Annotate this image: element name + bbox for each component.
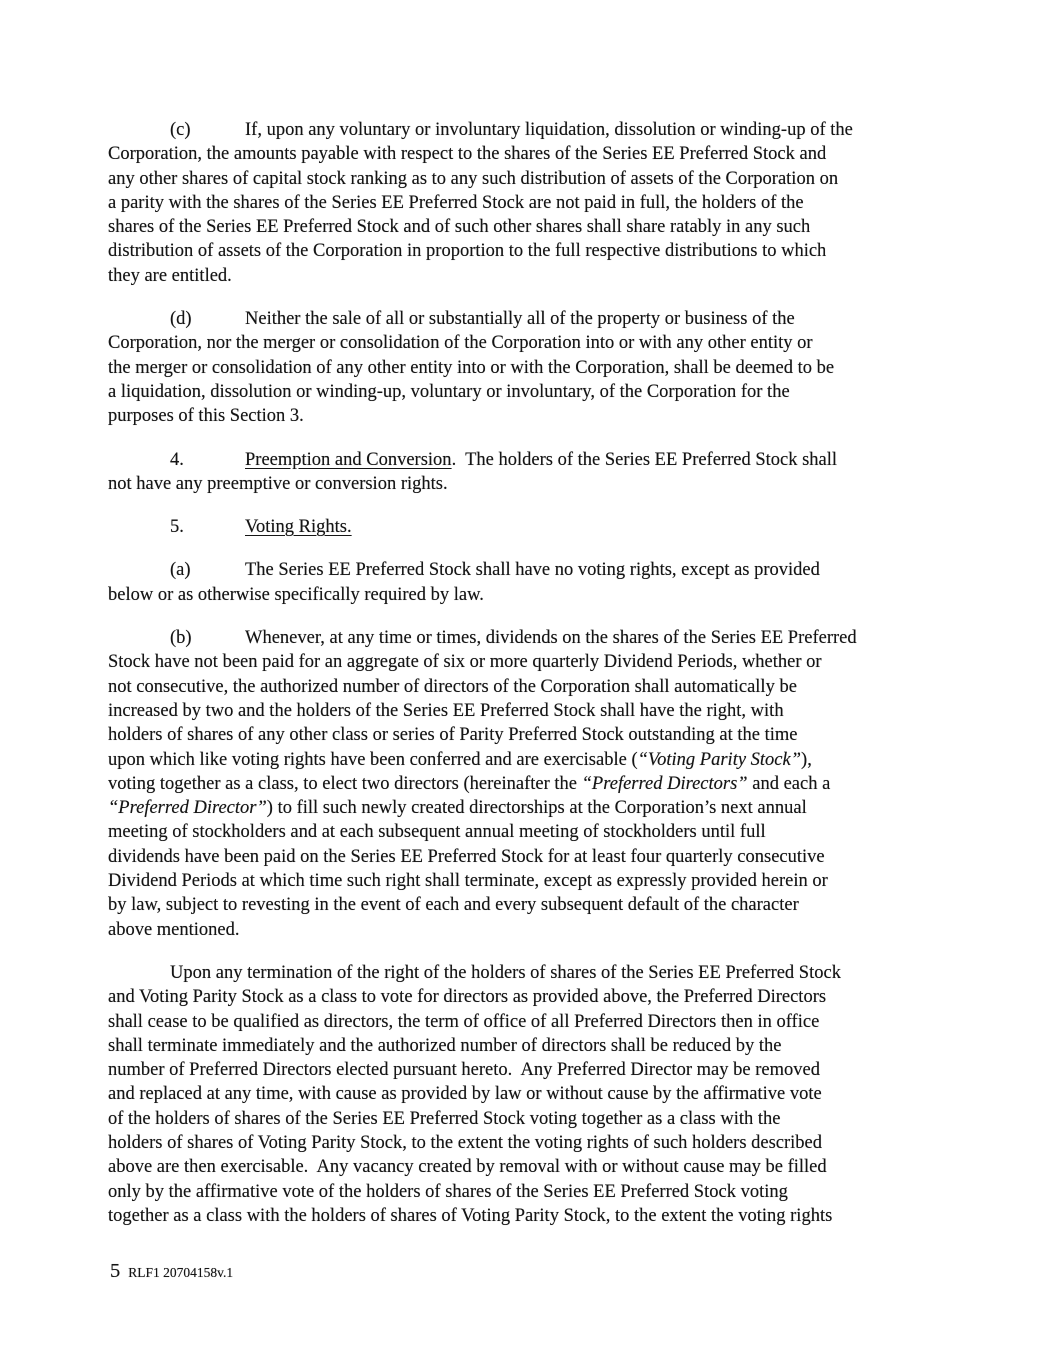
document-body	[108, 118, 958, 1247]
text-line	[108, 142, 958, 166]
text-segment: only by the affirmative vote of the holders of shares of the Series EE Preferred Stock voting	[108, 1181, 788, 1202]
text-segment: Whenever, at any time or times, dividends on the shares of the Series EE Preferred	[245, 628, 857, 649]
text-segment: meeting of stockholders and at each subsequent annual meeting of stockholders until full	[108, 822, 766, 843]
text-segment: shares of the Series EE Preferred Stock and of such other shares shall share ratably in any such	[108, 217, 811, 238]
text-segment: Voting Rights.	[245, 517, 352, 538]
text-segment: “Voting Parity Stock”	[637, 749, 802, 770]
text-segment: If, upon any voluntary or involuntary liquidation, dissolution or winding-up of the	[245, 120, 853, 140]
paragraph-label: (c)	[170, 120, 191, 140]
text-line	[108, 239, 958, 263]
paragraph-termination	[108, 961, 958, 1228]
text-line	[108, 167, 958, 191]
text-segment: increased by two and the holders of the Series EE Preferred Stock shall have the right, with	[108, 700, 784, 721]
text-segment: holders of shares of Voting Parity Stock, to the extent the voting rights of such holders described	[108, 1132, 823, 1153]
text-line	[108, 796, 958, 820]
text-line	[108, 448, 958, 472]
text-segment: voting together as a class, to elect two directors (hereinafter the	[108, 773, 582, 794]
text-segment: and each a	[747, 773, 831, 794]
text-line	[108, 558, 958, 582]
text-segment: a parity with the shares of the Series EE Preferred Stock are not paid in full, the holders of the	[108, 192, 804, 213]
text-line	[108, 869, 958, 893]
text-line	[108, 772, 958, 796]
text-segment: not have any preemptive or conversion rights.	[108, 473, 448, 494]
text-segment: by law, subject to revesting in the event of each and every subsequent default of the character	[108, 895, 799, 916]
footer	[110, 1260, 233, 1283]
text-segment: The Series EE Preferred Stock shall have no voting rights, except as provided	[245, 560, 820, 581]
section-5-voting-rights	[108, 515, 958, 539]
text-line	[108, 1010, 958, 1034]
text-line	[108, 515, 958, 539]
text-line	[108, 650, 958, 674]
text-segment: “Preferred Director”	[108, 798, 267, 819]
text-segment: upon which like voting rights have been conferred and are exercisable (	[108, 749, 638, 770]
text-line	[108, 1155, 958, 1179]
text-segment: holders of shares of any other class or series of Parity Preferred Stock outstanding at the time	[108, 725, 798, 746]
text-segment: shall terminate immediately and the authorized number of directors shall be reduced by the	[108, 1035, 782, 1056]
text-line	[108, 191, 958, 215]
text-line	[108, 331, 958, 355]
text-segment: and replaced at any time, with cause as provided by law or without cause by the affirmative vote	[108, 1084, 822, 1105]
text-segment: Corporation, the amounts payable with respect to the shares of the Series EE Preferred Stock and	[108, 144, 827, 165]
text-line	[108, 985, 958, 1009]
paragraph-label: 5.	[170, 517, 184, 538]
text-segment: shall cease to be qualified as directors, the term of office of all Preferred Directors then in office	[108, 1011, 820, 1032]
text-segment: together as a class with the holders of shares of Voting Parity Stock, to the extent the voting rights	[108, 1205, 833, 1226]
text-segment: of the holders of shares of the Series EE Preferred Stock voting together as a class with the	[108, 1108, 781, 1129]
text-segment: and Voting Parity Stock as a class to vote for directors as provided above, the Preferred Directors	[108, 987, 827, 1008]
text-line	[108, 215, 958, 239]
text-segment: not consecutive, the authorized number of directors of the Corporation shall automatically be	[108, 676, 797, 697]
text-line	[108, 918, 958, 942]
text-line	[108, 845, 958, 869]
text-line	[108, 356, 958, 380]
text-line	[108, 1082, 958, 1106]
text-line	[108, 1058, 958, 1082]
paragraph-a	[108, 558, 958, 607]
text-line	[108, 307, 958, 331]
text-segment: . The holders of the Series EE Preferred Stock shall	[451, 449, 838, 470]
text-segment: Stock have not been paid for an aggregate of six or more quarterly Dividend Periods, whether or	[108, 652, 822, 673]
text-line	[108, 699, 958, 723]
doc-id: RLF1 20704158v.1	[128, 1265, 234, 1280]
text-segment: a liquidation, dissolution or winding-up, voluntary or involuntary, of the Corporation for the	[108, 381, 790, 402]
text-segment: dividends have been paid on the Series EE Preferred Stock for at least four quarterly consecutive	[108, 846, 825, 867]
text-line	[108, 583, 958, 607]
text-line	[108, 1034, 958, 1058]
text-line	[108, 1204, 958, 1228]
paragraph-label: (b)	[170, 628, 192, 649]
paragraph-c	[108, 118, 958, 288]
paragraph-label: (a)	[170, 560, 191, 581]
text-line	[108, 1180, 958, 1204]
text-line	[108, 1107, 958, 1131]
paragraph-label: 4.	[170, 449, 184, 470]
text-line	[108, 380, 958, 404]
text-line	[108, 472, 958, 496]
text-line	[108, 1131, 958, 1155]
text-segment: Corporation, nor the merger or consolidation of the Corporation into or with any other entity or	[108, 333, 813, 354]
text-segment: ),	[801, 749, 812, 770]
text-line	[108, 404, 958, 428]
text-segment: any other shares of capital stock ranking as to any such distribution of assets of the Corporation on	[108, 168, 839, 189]
page-number: 5	[110, 1260, 121, 1282]
text-segment: distribution of assets of the Corporation in proportion to the full respective distributions to which	[108, 241, 827, 262]
text-line	[108, 748, 958, 772]
text-segment: “Preferred Directors”	[581, 773, 748, 794]
paragraph-label: (d)	[170, 309, 192, 330]
text-segment: Neither the sale of all or substantially all of the property or business of the	[245, 309, 795, 330]
paragraph-d	[108, 307, 958, 428]
text-segment: purposes of this Section 3.	[108, 406, 304, 427]
text-line	[108, 118, 958, 142]
text-line	[108, 820, 958, 844]
text-line	[108, 961, 958, 985]
text-line	[108, 626, 958, 650]
section-4-preemption-and-conversion	[108, 448, 958, 497]
text-segment: the merger or consolidation of any other entity into or with the Corporation, shall be deemed to be	[108, 357, 835, 378]
text-line	[108, 675, 958, 699]
text-segment: they are entitled.	[108, 265, 232, 286]
text-segment: ) to fill such newly created directorships at the Corporation’s next annual	[266, 798, 807, 819]
paragraph-b	[108, 626, 958, 942]
text-segment: number of Preferred Directors elected pursuant hereto. Any Preferred Director may be removed	[108, 1060, 820, 1081]
text-line	[108, 264, 958, 288]
text-segment: Dividend Periods at which time such right shall terminate, except as expressly provided herein or	[108, 871, 828, 892]
text-line	[108, 723, 958, 747]
text-segment: above are then exercisable. Any vacancy created by removal with or without cause may be filled	[108, 1157, 827, 1178]
text-segment: below or as otherwise specifically required by law.	[108, 584, 484, 605]
text-segment: Upon any termination of the right of the holders of shares of the Series EE Preferred Stock	[170, 962, 841, 983]
text-segment: Preemption and Conversion	[245, 449, 452, 470]
text-segment: above mentioned.	[108, 919, 240, 940]
text-line	[108, 893, 958, 917]
